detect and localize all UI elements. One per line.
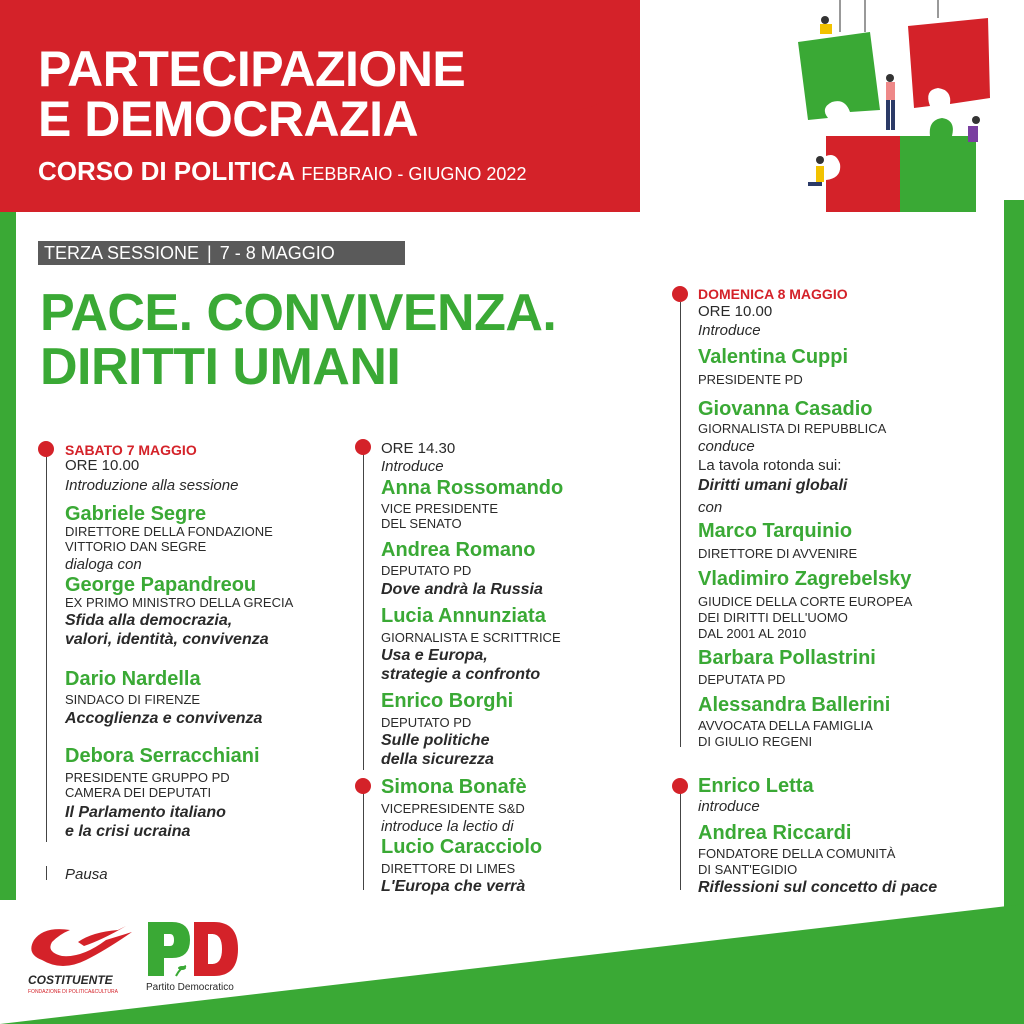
time-label: ORE 10.00 bbox=[65, 457, 140, 474]
speaker-name: Marco Tarquinio bbox=[698, 520, 853, 542]
timeline-dot bbox=[355, 778, 371, 794]
speaker-role: DEL SENATO bbox=[381, 516, 462, 531]
speaker-name: Lucio Caracciolo bbox=[381, 836, 543, 858]
speaker-role: DEPUTATA PD bbox=[698, 672, 786, 687]
speaker-name: Giovanna Casadio bbox=[698, 398, 873, 420]
timeline-col1-pausa bbox=[46, 866, 47, 880]
speaker-name: Simona Bonafè bbox=[381, 776, 527, 798]
speaker-name: Lucia Annunziata bbox=[381, 605, 546, 627]
speaker-role: DIRETTORE DELLA FONDAZIONE bbox=[65, 524, 273, 539]
speaker-role: VICEPRESIDENTE S&D bbox=[381, 801, 525, 816]
talk-topic: Usa e Europa, bbox=[381, 647, 488, 664]
connector-label: introduce bbox=[698, 798, 760, 815]
speaker-name: Alessandra Ballerini bbox=[698, 694, 891, 716]
costituente-logo bbox=[22, 920, 142, 1000]
pause-label: Pausa bbox=[65, 866, 108, 883]
session-bar bbox=[38, 241, 405, 265]
timeline-col1 bbox=[46, 452, 47, 842]
speaker-role: PRESIDENTE PD bbox=[698, 372, 803, 387]
timeline-dot bbox=[38, 441, 54, 457]
time-label: ORE 14.30 bbox=[381, 440, 456, 457]
speaker-role: GIORNALISTA DI REPUBBLICA bbox=[698, 421, 887, 436]
puzzle-piece-green-bottom bbox=[900, 118, 976, 212]
speaker-name: Enrico Letta bbox=[698, 775, 814, 797]
puzzle-illustration bbox=[790, 0, 990, 215]
course-subtitle bbox=[38, 156, 526, 187]
title-line-1: PARTECIPAZIONE bbox=[38, 41, 466, 97]
speaker-role: DI GIULIO REGENI bbox=[698, 734, 813, 749]
talk-topic: Riflessioni sul concetto di pace bbox=[698, 879, 938, 896]
talk-topic: Accoglienza e convivenza bbox=[65, 710, 263, 727]
talk-topic: L'Europa che verrà bbox=[381, 878, 526, 895]
timeline-col2-b bbox=[363, 790, 364, 890]
green-frame-right bbox=[1004, 200, 1024, 1024]
intro-label: Introduce bbox=[381, 458, 444, 475]
talk-topic: strategie a confronto bbox=[381, 666, 541, 683]
puzzle-piece-red-bottom bbox=[826, 136, 900, 212]
speaker-role: FONDATORE DELLA COMUNITÀ bbox=[698, 846, 896, 861]
speaker-name: George Papandreou bbox=[65, 574, 257, 596]
speaker-role: VITTORIO DAN SEGRE bbox=[65, 539, 207, 554]
speaker-name: Valentina Cuppi bbox=[698, 346, 849, 368]
intro-label: Introduce bbox=[698, 322, 761, 339]
speaker-role: PRESIDENTE GRUPPO PD bbox=[65, 770, 230, 785]
speaker-name: Debora Serracchiani bbox=[65, 745, 260, 767]
timeline-col3 bbox=[680, 302, 681, 747]
session-title bbox=[40, 286, 556, 394]
day-heading: DOMENICA 8 MAGGIO bbox=[698, 286, 848, 302]
talk-topic: valori, identità, convivenza bbox=[65, 631, 269, 648]
connector-label: conduce bbox=[698, 438, 755, 455]
talk-topic: Il Parlamento italiano bbox=[65, 804, 226, 821]
speaker-role: DEPUTATO PD bbox=[381, 715, 472, 730]
speaker-role: VICE PRESIDENTE bbox=[381, 501, 499, 516]
speaker-name: Enrico Borghi bbox=[381, 690, 514, 712]
session-title-line-2: DIRITTI UMANI bbox=[40, 338, 401, 396]
speaker-role: SINDACO DI FIRENZE bbox=[65, 692, 201, 707]
puzzle-piece-red bbox=[908, 18, 990, 108]
timeline-dot bbox=[672, 778, 688, 794]
day-heading: SABATO 7 MAGGIO bbox=[65, 442, 197, 458]
speaker-role: DI SANT'EGIDIO bbox=[698, 862, 798, 877]
time-label: ORE 10.00 bbox=[698, 303, 773, 320]
title-line-2: E DEMOCRAZIA bbox=[38, 91, 419, 147]
course-title bbox=[38, 41, 466, 147]
green-frame-left bbox=[0, 200, 16, 900]
speaker-role: GIORNALISTA E SCRITTRICE bbox=[381, 630, 561, 645]
talk-topic: Sulle politiche bbox=[381, 732, 490, 749]
speaker-name: Andrea Romano bbox=[381, 539, 536, 561]
speaker-name: Anna Rossomando bbox=[381, 477, 564, 499]
connector-label: dialoga con bbox=[65, 556, 142, 573]
speaker-role: EX PRIMO MINISTRO DELLA GRECIA bbox=[65, 595, 294, 610]
talk-topic: Sfida alla democrazia, bbox=[65, 612, 233, 629]
speaker-role: GIUDICE DELLA CORTE EUROPEA bbox=[698, 594, 913, 609]
session-dates: 7 - 8 MAGGIO bbox=[219, 243, 335, 263]
timeline-dot bbox=[672, 286, 688, 302]
puzzle-piece-green bbox=[798, 32, 880, 120]
costituente-logo-mark bbox=[22, 920, 142, 972]
pd-logo-mark bbox=[146, 918, 242, 980]
talk-topic: Diritti umani globali bbox=[698, 477, 848, 494]
course-label: CORSO DI POLITICA bbox=[38, 156, 295, 186]
speaker-name: Gabriele Segre bbox=[65, 503, 207, 525]
speaker-role: DEPUTATO PD bbox=[381, 563, 472, 578]
speaker-role: CAMERA DEI DEPUTATI bbox=[65, 785, 212, 800]
talk-topic: Dove andrà la Russia bbox=[381, 581, 543, 598]
speaker-name: Dario Nardella bbox=[65, 668, 201, 690]
speaker-name: Andrea Riccardi bbox=[698, 822, 852, 844]
speaker-role: DIRETTORE DI AVVENIRE bbox=[698, 546, 858, 561]
timeline-col3-b bbox=[680, 790, 681, 890]
speaker-name: Vladimiro Zagrebelsky bbox=[698, 568, 912, 590]
session-label: TERZA SESSIONE bbox=[44, 243, 200, 263]
speaker-role: DEI DIRITTI DELL'UOMO bbox=[698, 610, 848, 625]
talk-topic: e la crisi ucraina bbox=[65, 823, 191, 840]
course-dates: FEBBRAIO - GIUGNO 2022 bbox=[301, 164, 527, 184]
session-title-line-1: PACE. CONVIVENZA. bbox=[40, 284, 557, 342]
speaker-role: DAL 2001 AL 2010 bbox=[698, 626, 807, 641]
round-table-label: La tavola rotonda sui: bbox=[698, 457, 842, 474]
timeline-dot bbox=[355, 439, 371, 455]
speaker-role: AVVOCATA DELLA FAMIGLIA bbox=[698, 718, 873, 733]
speaker-role: DIRETTORE DI LIMES bbox=[381, 861, 516, 876]
costituente-subtitle: FONDAZIONE DI POLITICA&CULTURA bbox=[28, 989, 118, 995]
costituente-name: COSTITUENTE bbox=[28, 973, 113, 987]
timeline-col2 bbox=[363, 452, 364, 770]
intro-label: Introduzione alla sessione bbox=[65, 477, 239, 494]
talk-topic: della sicurezza bbox=[381, 751, 494, 768]
session-separator: | bbox=[207, 243, 212, 263]
pd-logo bbox=[146, 918, 242, 1000]
connector-label: con bbox=[698, 499, 723, 516]
connector-label: introduce la lectio di bbox=[381, 818, 514, 835]
speaker-name: Barbara Pollastrini bbox=[698, 647, 876, 669]
pd-label: Partito Democratico bbox=[146, 982, 234, 993]
